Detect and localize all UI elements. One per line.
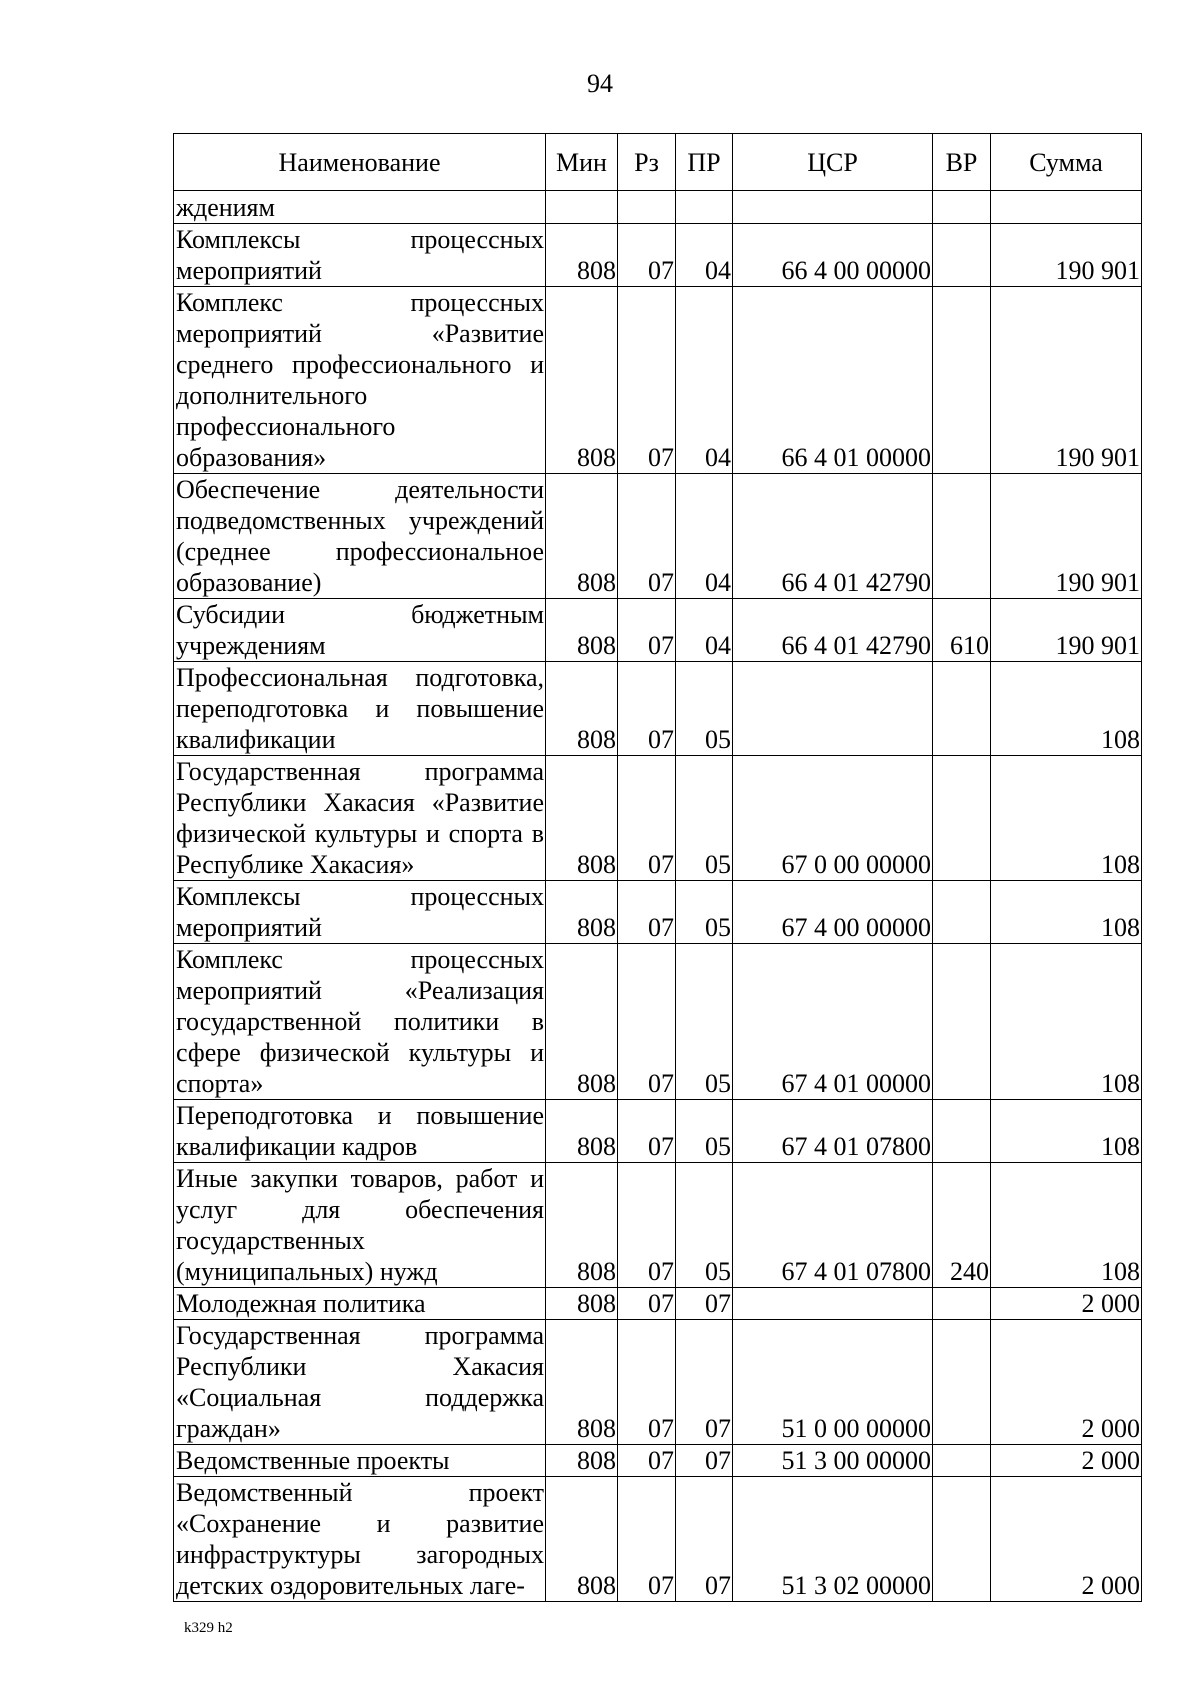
cell-min: 808 <box>546 287 618 474</box>
cell-min: 808 <box>546 474 618 599</box>
cell-sum: 108 <box>991 944 1142 1100</box>
cell-sum: 190 901 <box>991 599 1142 662</box>
cell-rz: 07 <box>618 224 676 287</box>
cell-name: Государственная программа Республики Хакасия «Развитие физической культуры и спорта в Республике Хакасия» <box>174 756 546 881</box>
cell-rz: 07 <box>618 756 676 881</box>
table-row <box>174 474 1142 599</box>
cell-min: 808 <box>546 599 618 662</box>
table-row <box>174 599 1142 662</box>
cell-sum: 108 <box>991 881 1142 944</box>
cell-rz: 07 <box>618 881 676 944</box>
cell-csr <box>733 191 933 224</box>
table-row <box>174 881 1142 944</box>
cell-vr <box>933 1100 991 1163</box>
cell-sum: 108 <box>991 1163 1142 1288</box>
cell-pr: 07 <box>676 1320 733 1445</box>
cell-sum: 190 901 <box>991 474 1142 599</box>
cell-sum: 108 <box>991 756 1142 881</box>
cell-pr: 05 <box>676 756 733 881</box>
cell-rz: 07 <box>618 474 676 599</box>
cell-pr: 05 <box>676 662 733 756</box>
cell-sum: 190 901 <box>991 287 1142 474</box>
cell-min: 808 <box>546 756 618 881</box>
cell-pr: 07 <box>676 1445 733 1477</box>
cell-vr <box>933 1288 991 1320</box>
cell-name: Ведомственный проект «Сохранение и развитие инфраструктуры загородных детских оздоровительных лаге- <box>174 1477 546 1602</box>
cell-min: 808 <box>546 662 618 756</box>
cell-name: Обеспечение деятельности подведомственных учреждений (среднее профессиональное образование) <box>174 474 546 599</box>
cell-csr: 67 4 01 00000 <box>733 944 933 1100</box>
table-row <box>174 1445 1142 1477</box>
cell-csr: 51 3 02 00000 <box>733 1477 933 1602</box>
cell-vr <box>933 881 991 944</box>
cell-pr: 04 <box>676 474 733 599</box>
cell-rz: 07 <box>618 1445 676 1477</box>
cell-pr: 07 <box>676 1288 733 1320</box>
cell-csr: 67 4 01 07800 <box>733 1100 933 1163</box>
cell-min: 808 <box>546 1100 618 1163</box>
cell-pr: 05 <box>676 1163 733 1288</box>
cell-rz: 07 <box>618 599 676 662</box>
cell-sum: 108 <box>991 662 1142 756</box>
footer-code: k329 h2 <box>184 1620 233 1636</box>
cell-vr <box>933 191 991 224</box>
cell-sum: 2 000 <box>991 1445 1142 1477</box>
cell-name: Комплекс процессных мероприятий «Развитие среднего профессионального и дополнительного профессионального образования» <box>174 287 546 474</box>
cell-name: Молодежная политика <box>174 1288 546 1320</box>
cell-csr: 66 4 01 42790 <box>733 474 933 599</box>
cell-pr: 07 <box>676 1477 733 1602</box>
cell-rz: 07 <box>618 662 676 756</box>
cell-csr: 67 0 00 00000 <box>733 756 933 881</box>
cell-vr <box>933 756 991 881</box>
cell-pr <box>676 191 733 224</box>
cell-name: Профессиональная подготовка, переподготовка и повышение квалификации <box>174 662 546 756</box>
cell-min: 808 <box>546 224 618 287</box>
cell-csr: 66 4 00 00000 <box>733 224 933 287</box>
cell-vr <box>933 1320 991 1445</box>
cell-min: 808 <box>546 1288 618 1320</box>
table-row <box>174 1288 1142 1320</box>
cell-vr <box>933 662 991 756</box>
cell-rz: 07 <box>618 1288 676 1320</box>
column-header-min: Мин <box>546 134 618 191</box>
table-row <box>174 287 1142 474</box>
cell-pr: 05 <box>676 1100 733 1163</box>
cell-vr <box>933 944 991 1100</box>
cell-sum: 2 000 <box>991 1320 1142 1445</box>
column-header-pr: ПР <box>676 134 733 191</box>
cell-vr: 610 <box>933 599 991 662</box>
cell-vr <box>933 287 991 474</box>
cell-csr: 51 0 00 00000 <box>733 1320 933 1445</box>
cell-name: Государственная программа Республики Хакасия «Социальная поддержка граждан» <box>174 1320 546 1445</box>
cell-name: Комплекс процессных мероприятий «Реализация государственной политики в сфере физической культуры и спорта» <box>174 944 546 1100</box>
cell-csr: 66 4 01 00000 <box>733 287 933 474</box>
table-row <box>174 1320 1142 1445</box>
table-row <box>174 662 1142 756</box>
cell-csr: 67 4 00 00000 <box>733 881 933 944</box>
cell-pr: 04 <box>676 599 733 662</box>
cell-rz: 07 <box>618 1477 676 1602</box>
table-row <box>174 1477 1142 1602</box>
cell-rz: 07 <box>618 944 676 1100</box>
table-row <box>174 1163 1142 1288</box>
page-number: 94 <box>587 69 613 98</box>
cell-name: Субсидии бюджетным учреждениям <box>174 599 546 662</box>
cell-csr: 51 3 00 00000 <box>733 1445 933 1477</box>
cell-sum: 108 <box>991 1100 1142 1163</box>
table-header-row <box>174 134 1142 191</box>
cell-name: Иные закупки товаров, работ и услуг для обеспечения государственных (муниципальных) нужд <box>174 1163 546 1288</box>
cell-rz <box>618 191 676 224</box>
cell-pr: 05 <box>676 881 733 944</box>
cell-min <box>546 191 618 224</box>
cell-sum <box>991 191 1142 224</box>
column-header-csr: ЦСР <box>733 134 933 191</box>
cell-csr: 67 4 01 07800 <box>733 1163 933 1288</box>
column-header-vr: ВР <box>933 134 991 191</box>
table-row <box>174 191 1142 224</box>
cell-min: 808 <box>546 1163 618 1288</box>
cell-name: ждениям <box>174 191 546 224</box>
budget-table <box>173 133 1142 1602</box>
cell-sum: 2 000 <box>991 1288 1142 1320</box>
cell-pr: 04 <box>676 224 733 287</box>
cell-rz: 07 <box>618 1100 676 1163</box>
cell-vr <box>933 1445 991 1477</box>
cell-pr: 04 <box>676 287 733 474</box>
cell-rz: 07 <box>618 1163 676 1288</box>
table-row <box>174 756 1142 881</box>
cell-name: Переподготовка и повышение квалификации кадров <box>174 1100 546 1163</box>
cell-vr: 240 <box>933 1163 991 1288</box>
cell-vr <box>933 474 991 599</box>
cell-min: 808 <box>546 944 618 1100</box>
column-header-name: Наименование <box>174 134 546 191</box>
cell-sum: 2 000 <box>991 1477 1142 1602</box>
column-header-sum: Сумма <box>991 134 1142 191</box>
table-body <box>174 191 1142 1602</box>
cell-min: 808 <box>546 1320 618 1445</box>
cell-min: 808 <box>546 1477 618 1602</box>
cell-csr <box>733 1288 933 1320</box>
cell-rz: 07 <box>618 1320 676 1445</box>
cell-min: 808 <box>546 881 618 944</box>
cell-vr <box>933 224 991 287</box>
cell-vr <box>933 1477 991 1602</box>
cell-csr <box>733 662 933 756</box>
cell-min: 808 <box>546 1445 618 1477</box>
cell-name: Ведомственные проекты <box>174 1445 546 1477</box>
table-row <box>174 1100 1142 1163</box>
cell-pr: 05 <box>676 944 733 1100</box>
cell-name: Комплексы процессных мероприятий <box>174 224 546 287</box>
table-row <box>174 224 1142 287</box>
cell-rz: 07 <box>618 287 676 474</box>
table-row <box>174 944 1142 1100</box>
cell-name: Комплексы процессных мероприятий <box>174 881 546 944</box>
column-header-rz: Рз <box>618 134 676 191</box>
cell-sum: 190 901 <box>991 224 1142 287</box>
cell-csr: 66 4 01 42790 <box>733 599 933 662</box>
